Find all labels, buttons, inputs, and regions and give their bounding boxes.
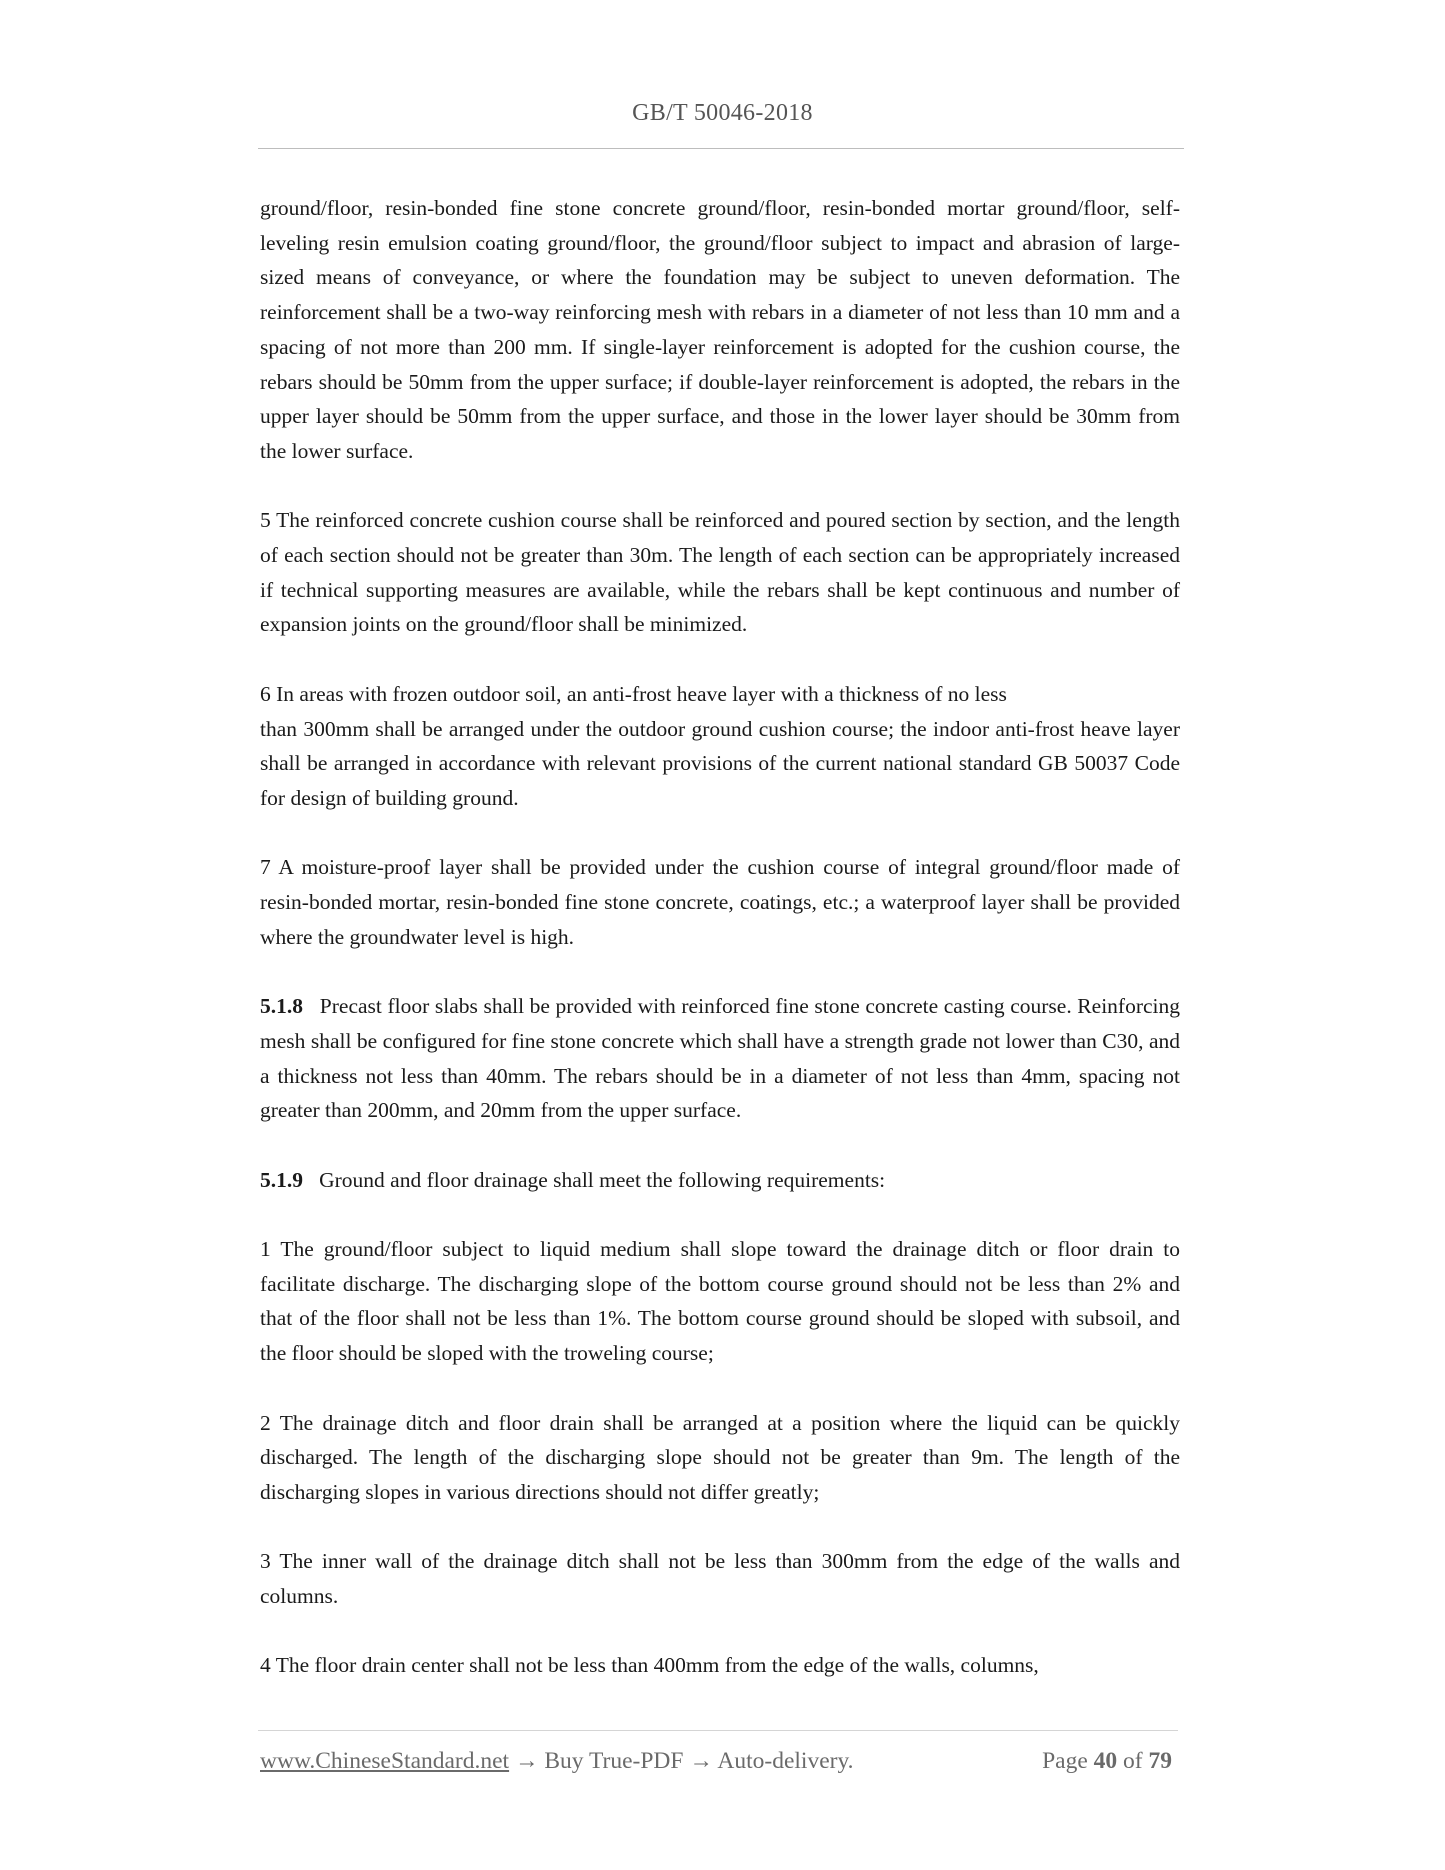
total-pages: 79 [1148, 1748, 1172, 1774]
item-6-paragraph [260, 677, 1180, 816]
site-link[interactable]: www.ChineseStandard.net [260, 1748, 510, 1774]
document-body [260, 191, 1180, 1718]
list-item: 1 The ground/floor subject to liquid medium shall slope toward the drainage ditch or floor drain to facilitate discharge. The discharging slope of the bottom course ground should not be less than 2% and that of the floor shall not be less than 1%. The bottom course ground should be sloped with subsoil, and the floor should be sloped with the troweling course; [260, 1237, 1180, 1366]
item-5-paragraph: 5 The reinforced concrete cushion course shall be reinforced and poured section by section, and the length of each section should not be greater than 30m. The length of each section can be appropriately increased if technical supporting measures are available, while the rebars shall be kept continuous and number of expansion joints on the ground/floor shall be minimized. [260, 508, 1180, 637]
page-footer [260, 1748, 1178, 1778]
list-item: 4 The floor drain center shall not be less than 400mm from the edge of the walls, columns, [260, 1653, 1039, 1678]
clause-text: Precast floor slabs shall be provided with reinforced fine stone concrete casting course. Reinforcing mesh shall be configured for fine stone concrete which shall have a strength grade not lower than C30, and a thickness not less than 40mm. The rebars should be in a diameter of not less than 4mm, spacing not greater than 200mm, and 20mm from the upper surface. [260, 994, 1181, 1123]
footer-promo-text: → Buy True-PDF → Auto-delivery. [514, 1748, 854, 1774]
clause-text: Ground and floor drainage shall meet the following requirements: [319, 1167, 886, 1192]
page-number: 40 [1093, 1748, 1118, 1774]
list-item: 2 The drainage ditch and floor drain shall be arranged at a position where the liquid can be quickly discharged. The length of the discharging slope should not be greater than 9m. The length of the discharging slopes in various directions should not differ greatly; [260, 1410, 1180, 1504]
footer-divider [258, 1730, 1178, 1731]
header-divider [258, 148, 1184, 149]
clause-5-1-8 [260, 989, 1180, 1128]
clause-5-1-9 [260, 1163, 1180, 1198]
page-header-title: GB/T 50046-2018 [632, 100, 813, 126]
page-indicator [1042, 1748, 1172, 1775]
page-label: Page [1042, 1748, 1088, 1774]
paragraph-continuation: ground/floor, resin-bonded fine stone concrete ground/floor, resin-bonded mortar ground/floor, self-leveling resin emulsion coating ground/floor, the ground/floor subject to impact and abrasion of large-sized means of conveyance, or where the foundation may be subject to uneven deformation. The reinforcement shall be a two-way reinforcing mesh with rebars in a diameter of not less than 10 mm and a spacing of not more than 200 mm. If single-layer reinforcement is adopted for the cushion course, the rebars should be 50mm from the upper surface; if double-layer reinforcement is adopted, the rebars in the upper layer should be 50mm from the upper surface, and those in the lower layer should be 30mm from the lower surface. [260, 196, 1180, 463]
of-label: of [1123, 1748, 1143, 1774]
item-7-paragraph: 7 A moisture-proof layer shall be provided under the cushion course of integral ground/floor made of resin-bonded mortar, resin-bonded fine stone concrete, coatings, etc.; a waterproof layer shall be provided where the groundwater level is high. [260, 855, 1180, 949]
clause-number: 5.1.8 [260, 994, 303, 1019]
item-6-first-line: 6 In areas with frozen outdoor soil, an anti-frost heave layer with a thickness of no less [260, 681, 1007, 706]
list-item: 3 The inner wall of the drainage ditch shall not be less than 300mm from the edge of the walls and columns. [260, 1549, 1180, 1608]
footer-promo [260, 1748, 854, 1775]
item-6-rest: than 300mm shall be arranged under the outdoor ground cushion course; the indoor anti-frost heave layer shall be arranged in accordance with relevant provisions of the current national standard GB 50037 Code for design of building ground. [260, 716, 1180, 810]
clause-number: 5.1.9 [260, 1167, 303, 1192]
